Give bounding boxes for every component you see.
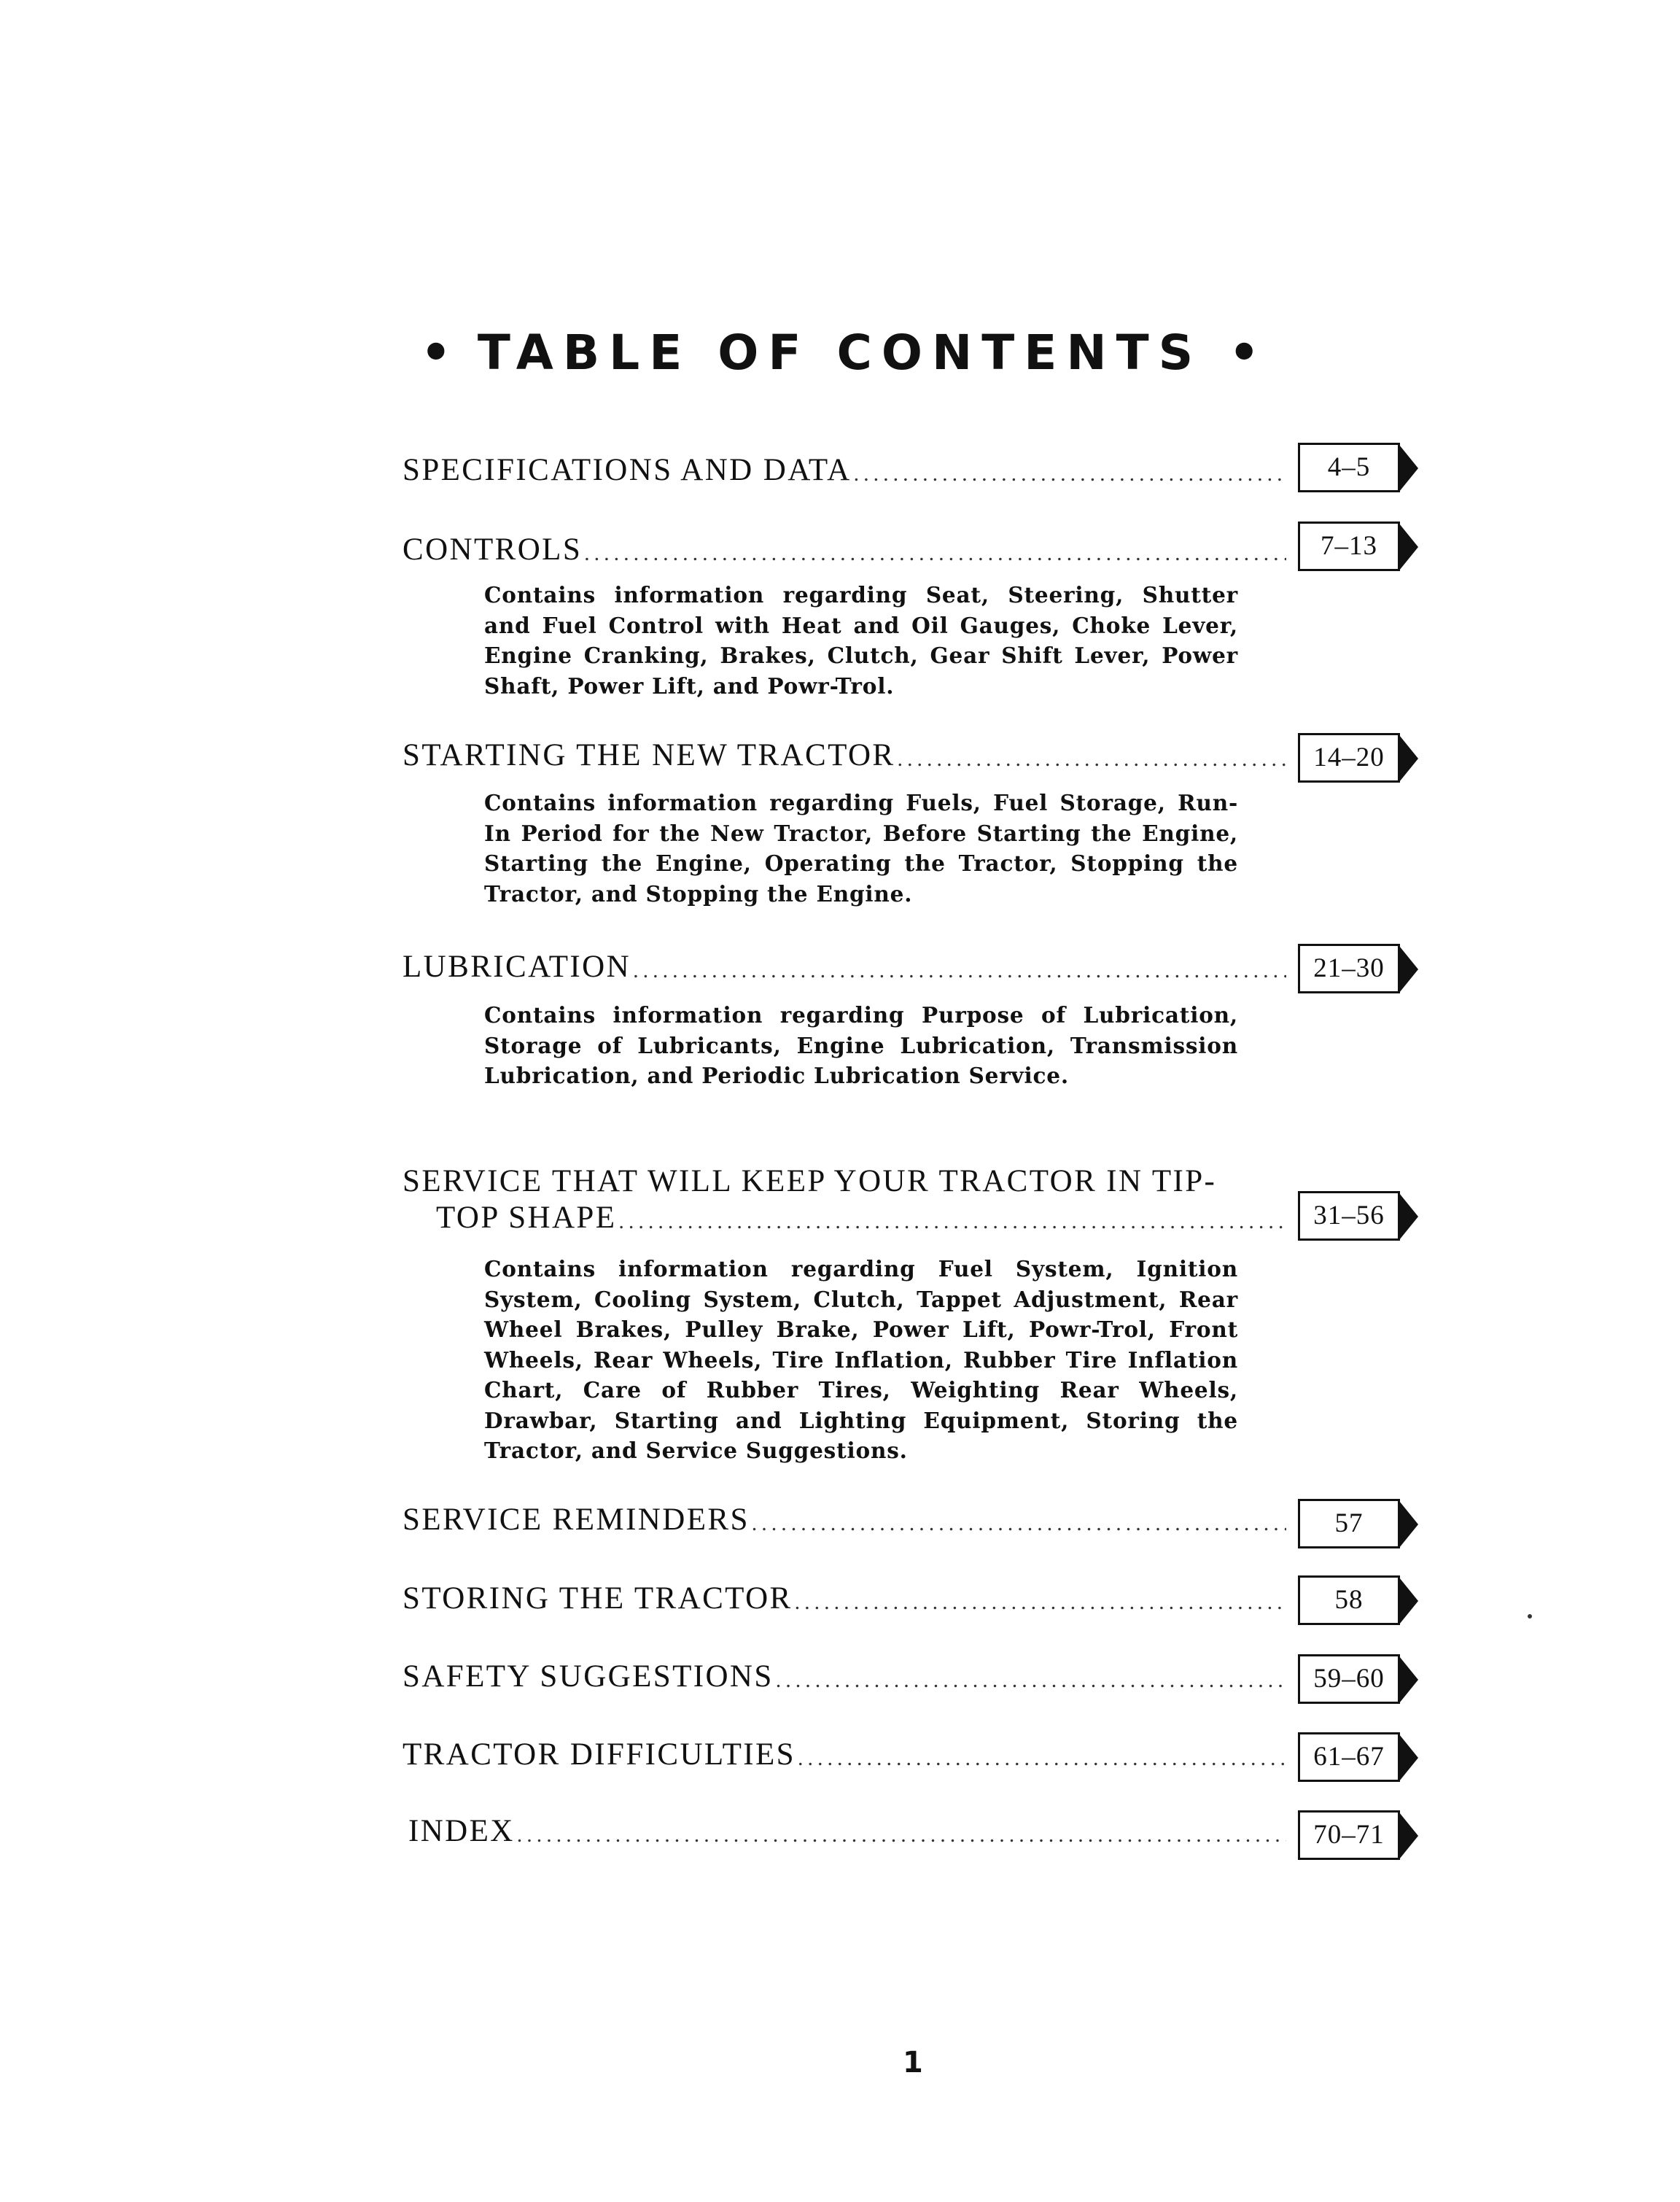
tab-arrow-icon — [1399, 1193, 1418, 1240]
page-range: 7–13 — [1321, 531, 1377, 561]
entry-heading[interactable] — [402, 737, 1286, 774]
page-number: 1 — [903, 2046, 923, 2079]
page-range-tab[interactable] — [1298, 1654, 1400, 1704]
page-range: 21–30 — [1313, 953, 1385, 983]
dot-leader — [515, 1821, 1286, 1850]
title-text: TABLE OF CONTENTS — [477, 325, 1203, 381]
entry-heading[interactable] — [408, 1813, 1286, 1850]
dot-leader — [796, 1744, 1286, 1773]
page-range: 59–60 — [1313, 1664, 1385, 1694]
dot-leader — [774, 1666, 1286, 1695]
page-range-tab[interactable] — [1298, 522, 1400, 571]
dot-leader — [895, 745, 1287, 774]
entry-heading[interactable] — [402, 1737, 1286, 1773]
page-range-tab[interactable] — [1298, 1810, 1400, 1860]
tab-arrow-icon — [1399, 1813, 1418, 1859]
toc-entry-lubrication — [402, 949, 1438, 1088]
page-range: 31–56 — [1313, 1201, 1385, 1230]
entry-heading[interactable] — [402, 1581, 1286, 1617]
page-range-tab[interactable] — [1298, 733, 1400, 783]
tab-arrow-icon — [1399, 946, 1418, 993]
dot-leader — [750, 1509, 1286, 1538]
page-range-tab[interactable] — [1298, 1499, 1400, 1548]
page-range: 70–71 — [1313, 1820, 1385, 1850]
entry-description: Contains information regarding Seat, Steering, Shutter and Fuel Control with Heat and Oil Gauges, Choke Lever, Engine Cranking, Brakes, Clutch, Gear Shift Lever, Power Shaft, Power Lift, and Powr-Trol. — [484, 582, 1238, 699]
dot-leader — [793, 1588, 1286, 1617]
toc-entry-starting — [402, 737, 1438, 907]
entry-heading[interactable] — [402, 1502, 1286, 1538]
tab-arrow-icon — [1399, 1734, 1418, 1781]
toc-entry-specifications — [402, 452, 1438, 489]
entry-title: SAFETY SUGGESTIONS — [402, 1659, 774, 1694]
entry-title: CONTROLS — [402, 532, 583, 567]
entry-description: Contains information regarding Fuel System, Ignition System, Cooling System, Clutch, Tappet Adjustment, Rear Wheel Brakes, Pulley Brake, Power Lift, Powr-Trol, Front Wheels, Rear Wheels, Tire Inflation, Rubber Tire Inflation Chart, Care of Rubber Tires, Weighting Rear Wheels, Drawbar, Starting and Lighting Equipment, Storing the Tractor, and Service Suggestions. — [484, 1256, 1238, 1463]
page-range: 61–67 — [1313, 1742, 1385, 1772]
tab-arrow-icon — [1399, 524, 1418, 570]
entry-title-line1[interactable]: SERVICE THAT WILL KEEP YOUR TRACTOR IN TIP- — [402, 1164, 1217, 1198]
entry-heading[interactable] — [402, 452, 1286, 489]
page-range-tab[interactable] — [1298, 1732, 1400, 1782]
page-range: 4–5 — [1327, 452, 1371, 482]
dot-leader — [631, 956, 1286, 985]
tab-arrow-icon — [1399, 1578, 1418, 1624]
title-bullet-left: • — [420, 325, 451, 381]
toc-entry-service — [402, 1163, 1438, 1463]
entry-heading[interactable] — [402, 532, 1286, 568]
entry-title: LUBRICATION — [402, 950, 631, 984]
entry-title: TRACTOR DIFFICULTIES — [402, 1737, 796, 1772]
dot-leader — [582, 539, 1286, 568]
toc-entry-service-reminders — [402, 1502, 1438, 1538]
entry-title: STARTING THE NEW TRACTOR — [402, 738, 895, 772]
page-range-tab[interactable] — [1298, 443, 1400, 492]
entry-title: INDEX — [408, 1814, 515, 1848]
toc-entry-difficulties — [402, 1737, 1438, 1773]
print-speck — [1528, 1614, 1532, 1618]
page-range-tab[interactable] — [1298, 1575, 1400, 1625]
toc-entry-index — [408, 1813, 1444, 1850]
entry-heading[interactable] — [402, 1200, 1286, 1236]
tab-arrow-icon — [1399, 1501, 1418, 1548]
entry-heading[interactable] — [402, 1659, 1286, 1695]
entry-description: Contains information regarding Fuels, Fuel Storage, Run-In Period for the New Tractor, Before Starting the Engine, Starting the Engine, Operating the Tractor, Stopping the Tractor, and Stopping the Engine. — [484, 790, 1238, 907]
dot-leader — [852, 460, 1286, 489]
toc-entry-safety — [402, 1659, 1438, 1695]
page-title — [0, 325, 1680, 381]
entry-title: SPECIFICATIONS AND DATA — [402, 453, 852, 487]
tab-arrow-icon — [1399, 445, 1418, 492]
title-bullet-right: • — [1229, 325, 1260, 381]
toc-entry-controls — [402, 531, 1438, 699]
page-range: 58 — [1334, 1585, 1364, 1615]
entry-description: Contains information regarding Purpose of Lubrication, Storage of Lubricants, Engine Lubrication, Transmission Lubrication, and Periodic Lubrication Service. — [484, 1002, 1238, 1088]
page-range-tab[interactable] — [1298, 944, 1400, 993]
entry-title: TOP SHAPE — [436, 1201, 617, 1235]
page-range: 14–20 — [1313, 743, 1385, 772]
tab-arrow-icon — [1399, 1656, 1418, 1703]
page-range: 57 — [1334, 1508, 1364, 1538]
tab-arrow-icon — [1399, 735, 1418, 782]
entry-heading[interactable] — [402, 949, 1286, 985]
toc-entry-storing — [402, 1581, 1438, 1617]
page-range-tab[interactable] — [1298, 1191, 1400, 1241]
entry-title: SERVICE REMINDERS — [402, 1503, 750, 1537]
entry-title: STORING THE TRACTOR — [402, 1581, 793, 1616]
dot-leader — [616, 1207, 1286, 1236]
